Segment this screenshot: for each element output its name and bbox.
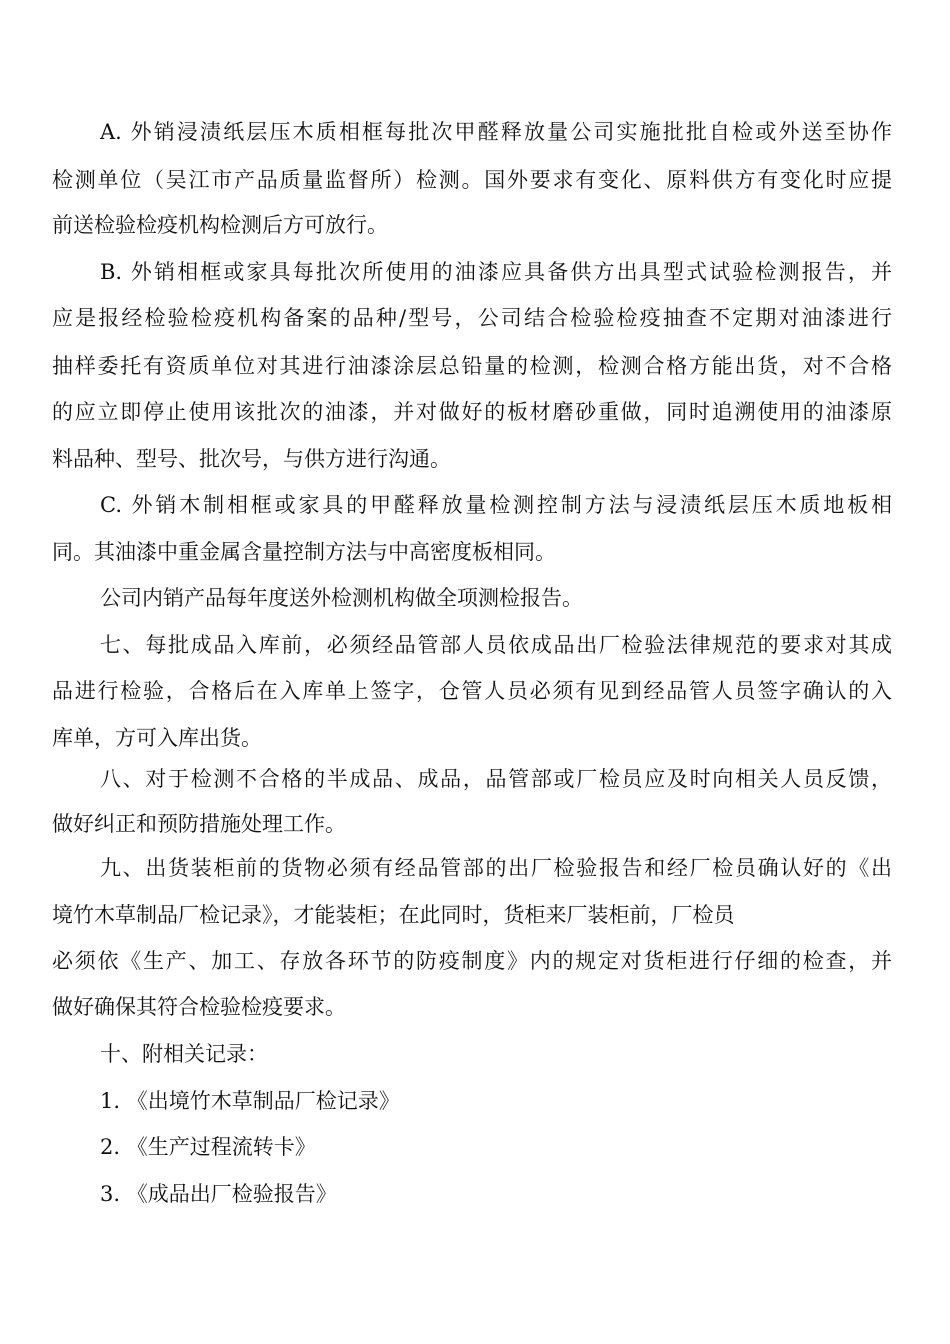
paragraph-8-line-2: 做好纠正和预防措施处理工作。	[52, 812, 346, 836]
paragraph-a-line-3: 前送检验检疫机构检测后方可放行。	[52, 213, 388, 237]
paragraph-9-line-1: 九、出货装柜前的货物必须有经品管部的出厂检验报告和经厂检员确认好的《出	[100, 856, 892, 880]
paragraph-a-line-1: A. 外销浸渍纸层压木质相框每批次甲醛释放量公司实施批批自检或外送至协作	[100, 120, 892, 144]
paragraph-9-line-4: 做好确保其符合检验检疫要求。	[52, 995, 346, 1019]
paragraph-7-line-1: 七、每批成品入库前，必须经品管部人员依成品出厂检验法律规范的要求对其成	[100, 633, 892, 657]
section-10-heading: 十、附相关记录：	[100, 1042, 268, 1066]
paragraph-b-line-5: 料品种、型号、批次号，与供方进行沟通。	[52, 447, 451, 471]
paragraph-7-line-3: 库单，方可入库出货。	[52, 726, 262, 750]
paragraph-8-line-1: 八、对于检测不合格的半成品、成品，品管部或厂检员应及时向相关人员反馈，	[100, 767, 892, 791]
paragraph-b-line-3: 抽样委托有资质单位对其进行油漆涂层总铅量的检测，检测合格方能出货，对不合格	[52, 354, 892, 378]
paragraph-9-line-2: 境竹木草制品厂检记录》，才能装柜；在此同时，货柜来厂装柜前，厂检员	[52, 903, 735, 927]
paragraph-c-line-1: C. 外销木制相框或家具的甲醛释放量检测控制方法与浸渍纸层压木质地板相	[100, 493, 892, 517]
paragraph-domestic: 公司内销产品每年度送外检测机构做全项测检报告。	[100, 586, 583, 610]
paragraph-c-line-2: 同。其油漆中重金属含量控制方法与中高密度板相同。	[52, 540, 556, 564]
record-item-1: 1. 《出境竹木草制品厂检记录》	[100, 1089, 400, 1113]
paragraph-b-line-1: B. 外销相框或家具每批次所使用的油漆应具备供方出具型式试验检测报告，并	[100, 260, 892, 284]
paragraph-9-line-3: 必须依《生产、加工、存放各环节的防疫制度》内的规定对货柜进行仔细的检查，并	[52, 949, 892, 973]
paragraph-b-line-4: 的应立即停止使用该批次的油漆，并对做好的板材磨砂重做，同时追溯使用的油漆原	[52, 400, 892, 424]
paragraph-b-line-2: 应是报经检验检疫机构备案的品种/型号，公司结合检验检疫抽查不定期对油漆进行	[52, 306, 892, 330]
record-item-3: 3. 《成品出厂检验报告》	[100, 1182, 337, 1206]
record-item-2: 2. 《生产过程流转卡》	[100, 1135, 316, 1159]
paragraph-a-line-2: 检测单位（吴江市产品质量监督所）检测。国外要求有变化、原料供方有变化时应提	[52, 168, 892, 192]
paragraph-7-line-2: 品进行检验，合格后在入库单上签字，仓管人员必须有见到经品管人员签字确认的入	[52, 679, 892, 703]
